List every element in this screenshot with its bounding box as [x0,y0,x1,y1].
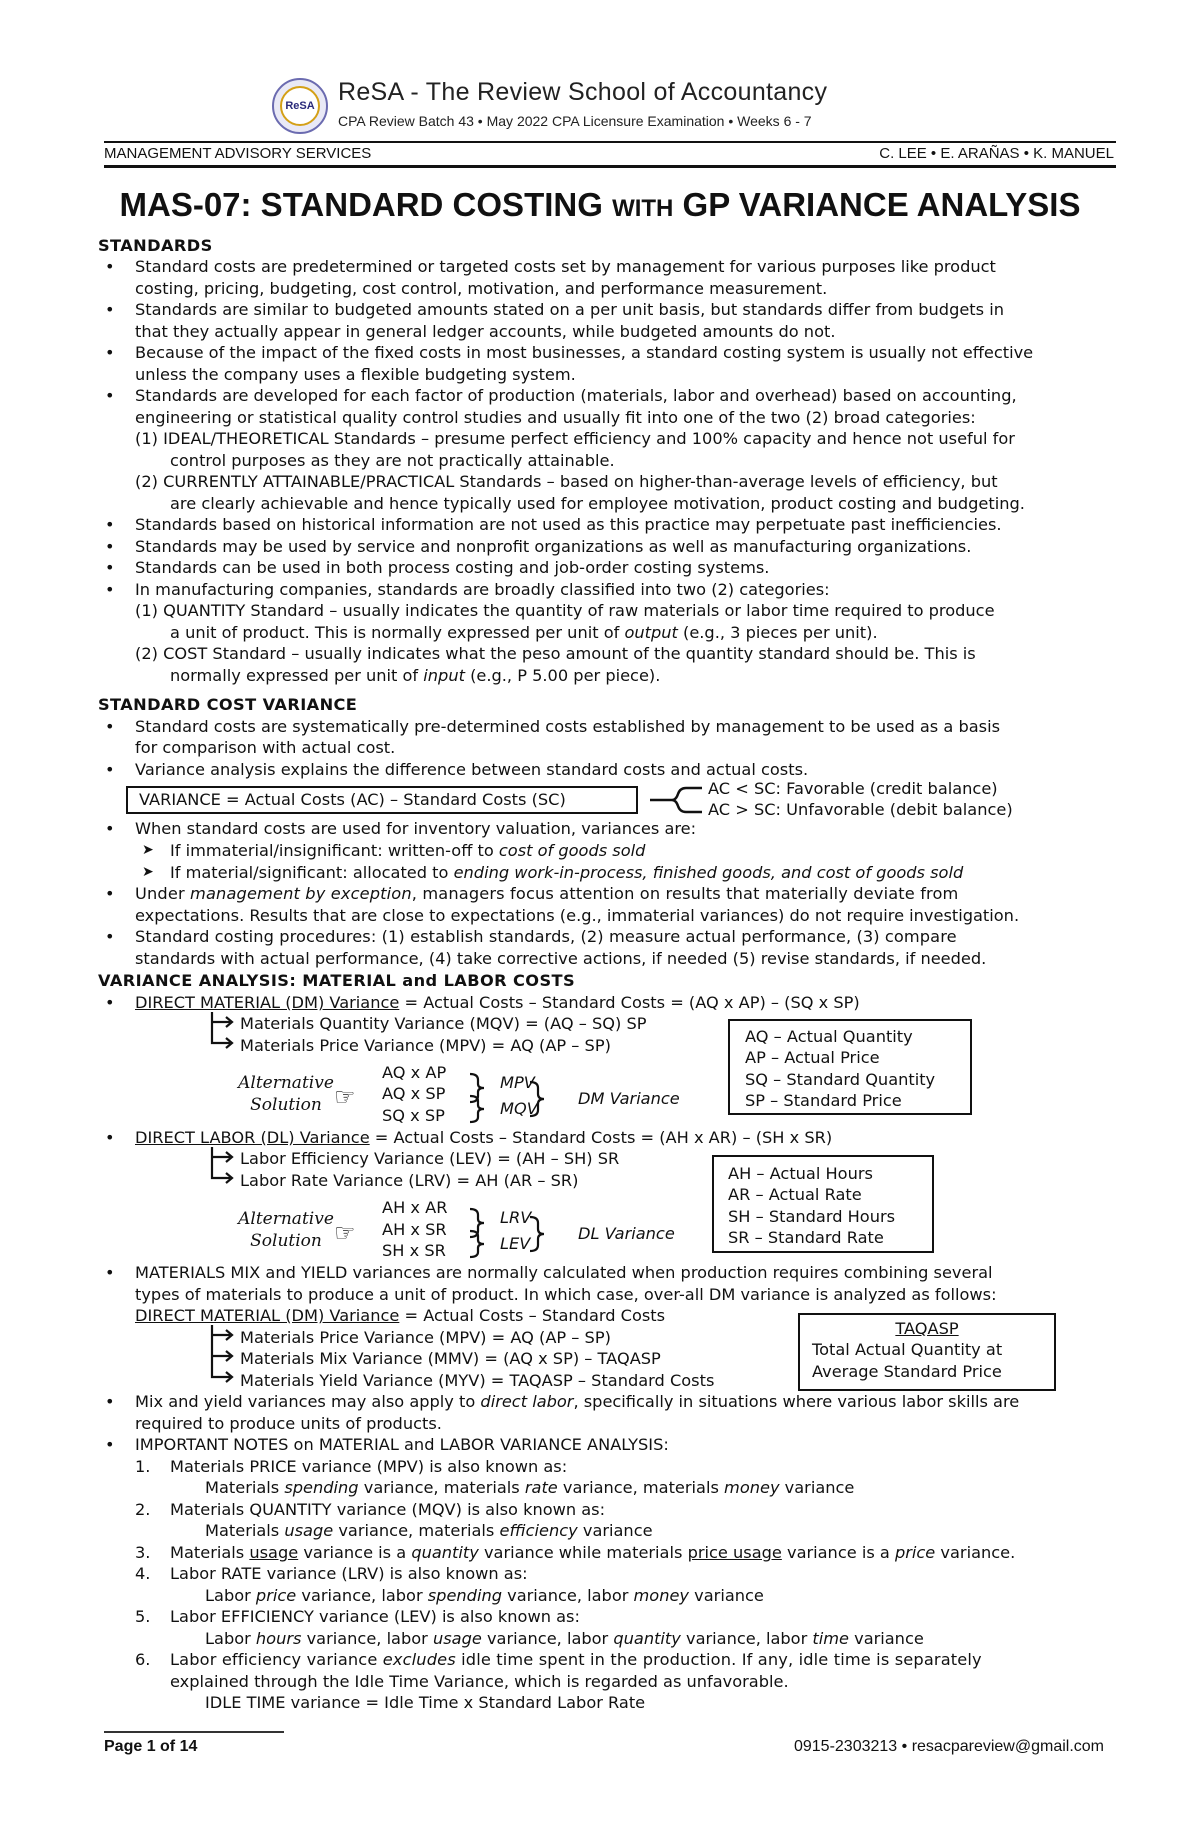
standards-line: (2) CURRENTLY ATTAINABLE/PRACTICAL Standards – based on higher-than-average levels of efficiency, but [135,472,998,491]
standards-line: • Standards are developed for each factor of production (materials, labor and overhead) based on accounting, [135,385,1017,407]
note-3: Materials usage variance is a quantity variance while materials price usage variance is a price variance. [170,1543,1016,1562]
dl-alt-row: AH x AR [382,1198,448,1217]
dm-sub-arrows [208,1010,238,1060]
note-5: Labor EFFICIENCY variance (LEV) is also known as: [170,1607,580,1626]
mix-sub-arrows [208,1323,238,1393]
analysis-heading: VARIANCE ANALYSIS: MATERIAL and LABOR COSTS [98,971,576,990]
header-bottom-rule [104,165,1116,168]
note-number: 1. [135,1457,151,1476]
standards-line: (1) QUANTITY Standard – usually indicates the quantity of raw materials or labor time required to produce [135,601,995,620]
mix-yield-line: types of materials to produce a unit of product. In which case, over-all DM variance is analyzed as follows: [135,1285,997,1304]
note-2: Materials QUANTITY variance (MQV) is also known as: [170,1500,606,1519]
standards-line: • Standards can be used in both process costing and job-order costing systems. [135,557,769,579]
header-top-rule [104,141,1116,143]
standards-line: • Standards may be used by service and nonprofit organizations as well as manufacturing organizations. [135,536,971,558]
variance-branch-bracket [648,780,706,820]
taqasp-line: Total Actual Quantity at [812,1340,1003,1359]
resa-logo-text: ReSA [280,86,320,126]
dm-legend-item: AQ – Actual Quantity [745,1027,913,1046]
note-4: Labor RATE variance (LRV) is also known as: [170,1564,528,1583]
standards-line: normally expressed per unit of input (e.g., P 5.00 per piece). [170,666,661,685]
dl-mix-line: required to produce units of products. [135,1414,442,1433]
contact-info: 0915-2303213 • resacpareview@gmail.com [793,1738,1104,1755]
dl-legend-item: SR – Standard Rate [728,1228,884,1247]
material-treatment: ➤ If material/significant: allocated to ending work-in-process, finished goods, and cost of goods sold [170,862,963,884]
taqasp-line: Average Standard Price [812,1362,1002,1381]
dl-alternative-label: Alternative Solution [238,1209,334,1251]
note-1: Materials PRICE variance (MPV) is also known as: [170,1457,568,1476]
dl-alt-row: AH x SR [382,1220,447,1239]
variance-line: standards with actual performance, (4) take corrective actions, if needed (5) revise standards, if needed. [135,949,987,968]
standards-line: • Standards are similar to budgeted amounts stated on a per unit basis, but standards differ from budgets in [135,299,1004,321]
school-name: ReSA - The Review School of Accountancy [338,78,828,106]
standards-line: costing, pricing, budgeting, cost control, motivation, and performance measurement. [135,279,828,298]
department: MANAGEMENT ADVISORY SERVICES [104,145,372,162]
dl-legend-item: SH – Standard Hours [728,1207,896,1226]
standards-line: engineering or statistical quality control studies and usually fit into one of the two (2) broad categories: [135,408,976,427]
page-number: Page 1 of 14 [104,1738,198,1755]
mix-dm-line: DIRECT MATERIAL (DM) Variance = Actual Costs – Standard Costs [135,1306,666,1325]
dl-variance-line: • DIRECT LABOR (DL) Variance = Actual Costs – Standard Costs = (AH x AR) – (SH x SR) [135,1127,832,1149]
mix-yield-line: • MATERIALS MIX and YIELD variances are normally calculated when production requires combining several [135,1262,993,1284]
standards-line: • Because of the impact of the fixed costs in most businesses, a standard costing system is usually not effective [135,342,1033,364]
note-number: 3. [135,1543,151,1562]
resa-logo [272,78,328,134]
variance-line: • Standard costing procedures: (1) establish standards, (2) measure actual performance, (3) compare [135,926,957,948]
variance-line: • Standard costs are systematically pre-determined costs established by management to be used as a basis [135,716,1000,738]
standards-line: are clearly achievable and hence typically used for employee motivation, product costing and budgeting. [170,494,1025,513]
taqasp-title: TAQASP [895,1319,959,1338]
dl-legend-item: AH – Actual Hours [728,1164,873,1183]
note-6: Labor efficiency variance excludes idle time spent in the production. If any, idle time is separately [170,1650,982,1669]
standards-line: • Standards based on historical information are not used as this practice may perpetuate past inefficiencies. [135,514,1002,536]
mix-myv: Materials Yield Variance (MYV) = TAQASP – Standard Costs [240,1371,715,1390]
variance-line: for comparison with actual cost. [135,738,396,757]
dl-legend-item: AR – Actual Rate [728,1185,862,1204]
standards-line: (2) COST Standard – usually indicates what the peso amount of the quantity standard should be. This is [135,644,976,663]
mix-mmv: Materials Mix Variance (MMV) = (AQ x SP) – TAQASP [240,1349,661,1368]
variance-line: expectations. Results that are close to expectations (e.g., immaterial variances) do not require investigation. [135,906,1020,925]
standards-line: control purposes as they are not practically attainable. [170,451,615,470]
standards-line: that they actually appear in general ledger accounts, while budgeted amounts do not. [135,322,836,341]
note-6: explained through the Idle Time Variance, which is regarded as unfavorable. [170,1672,789,1691]
pointing-hand-icon: ☞ [334,1219,356,1247]
dm-alt-row: SQ x SP [382,1106,445,1125]
standards-line: • Standard costs are predetermined or targeted costs set by management for various purposes like product [135,256,996,278]
standards-line: a unit of product. This is normally expressed per unit of output (e.g., 3 pieces per unit). [170,623,878,642]
variance-formula: VARIANCE = Actual Costs (AC) – Standard Costs (SC) [139,790,566,809]
variance-line: • When standard costs are used for inventory valuation, variances are: [135,818,696,840]
note-number: 6. [135,1650,151,1669]
note-4-sub: Labor price variance, labor spending variance, labor money variance [205,1586,764,1605]
dm-alt-mpv: MPV [500,1073,535,1092]
dm-legend-item: SQ – Standard Quantity [745,1070,936,1089]
mqv-formula: Materials Quantity Variance (MQV) = (AQ – SQ) SP [240,1014,647,1033]
dm-alt-mqv: MQV [500,1099,538,1118]
dm-variance-line: • DIRECT MATERIAL (DM) Variance = Actual Costs – Standard Costs = (AQ x AP) – (SQ x SP) [135,992,860,1014]
variance-line: • Under management by exception, managers focus attention on results that materially deviate from [135,883,958,905]
standards-line: (1) IDEAL/THEORETICAL Standards – presume perfect efficiency and 100% capacity and hence not useful for [135,429,1015,448]
note-number: 5. [135,1607,151,1626]
dl-alt-lev: LEV [500,1234,531,1253]
note-1-sub: Materials spending variance, materials rate variance, materials money variance [205,1478,855,1497]
favorable-condition: AC < SC: Favorable (credit balance) [708,779,998,798]
note-2-sub: Materials usage variance, materials efficiency variance [205,1521,653,1540]
dm-alternative-label: Alternative Solution [238,1073,334,1115]
dl-alt-lrv: LRV [500,1208,532,1227]
note-number: 2. [135,1500,151,1519]
immaterial-treatment: ➤ If immaterial/insignificant: written-off to cost of goods sold [170,840,645,862]
mpv-formula: Materials Price Variance (MPV) = AQ (AP – SP) [240,1036,611,1055]
dl-mix-line: • Mix and yield variances may also apply to direct labor, specifically in situations where various labor skills are [135,1391,1019,1413]
notes-heading: • IMPORTANT NOTES on MATERIAL and LABOR VARIANCE ANALYSIS: [135,1434,669,1456]
page-title: MAS-07: STANDARD COSTING WITH GP VARIANCE ANALYSIS [119,186,1081,223]
dm-alt-row: AQ x SP [382,1084,446,1103]
variance-heading: STANDARD COST VARIANCE [98,695,358,714]
footer-rule [104,1731,284,1733]
dl-alt-row: SH x SR [382,1241,446,1260]
mix-mpv: Materials Price Variance (MPV) = AQ (AP – SP) [240,1328,611,1347]
note-number: 4. [135,1564,151,1583]
dm-alt-row: AQ x AP [382,1063,447,1082]
standards-line: • In manufacturing companies, standards are broadly classified into two (2) categories: [135,579,830,601]
note-5-sub: Labor hours variance, labor usage variance, labor quantity variance, labor time variance [205,1629,924,1648]
unfavorable-condition: AC > SC: Unfavorable (debit balance) [708,800,1013,819]
standards-line: unless the company uses a flexible budgeting system. [135,365,576,384]
lrv-formula: Labor Rate Variance (LRV) = AH (AR – SR) [240,1171,579,1190]
dm-legend-item: AP – Actual Price [745,1048,880,1067]
standards-heading: STANDARDS [98,236,213,255]
lev-formula: Labor Efficiency Variance (LEV) = (AH – SH) SR [240,1149,620,1168]
dm-alt-total: DM Variance [578,1089,680,1108]
variance-line: • Variance analysis explains the difference between standard costs and actual costs. [135,759,808,781]
pointing-hand-icon: ☞ [334,1083,356,1111]
batch-line: CPA Review Batch 43 • May 2022 CPA Licensure Examination • Weeks 6 - 7 [338,113,812,129]
dm-legend-item: SP – Standard Price [745,1091,902,1110]
idle-time-formula: IDLE TIME variance = Idle Time x Standard Labor Rate [205,1693,646,1712]
authors: C. LEE • E. ARAÑAS • K. MANUEL [879,145,1114,162]
dl-sub-arrows [208,1145,238,1195]
dl-alt-total: DL Variance [578,1224,675,1243]
